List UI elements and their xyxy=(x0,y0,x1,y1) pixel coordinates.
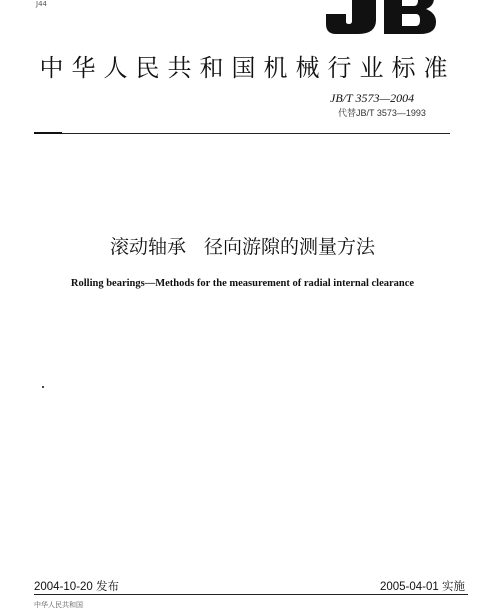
replaces-standard: 代替JB/T 3573—1993 xyxy=(338,108,426,118)
title-english: Rolling bearings—Methods for the measurement of radial internal clearance xyxy=(70,278,415,289)
corner-mark: J44 xyxy=(36,0,47,8)
implementation-date: 2005-04-01 实施 xyxy=(379,581,465,593)
footer-text: 中华人民共和国 xyxy=(34,601,83,609)
issue-date: 2004-10-20 发布 xyxy=(34,581,120,593)
standard-number: JB/T 3573—2004 xyxy=(330,91,415,105)
stray-mark xyxy=(42,386,44,388)
title-chinese: 滚动轴承 径向游隙的测量方法 xyxy=(109,236,376,258)
footer-separator xyxy=(34,594,468,595)
jb-logo xyxy=(322,0,438,36)
header-separator xyxy=(34,133,450,134)
standard-category-header: 中华人民共和国机械行业标准 xyxy=(39,54,456,82)
separator-accent xyxy=(34,132,62,134)
